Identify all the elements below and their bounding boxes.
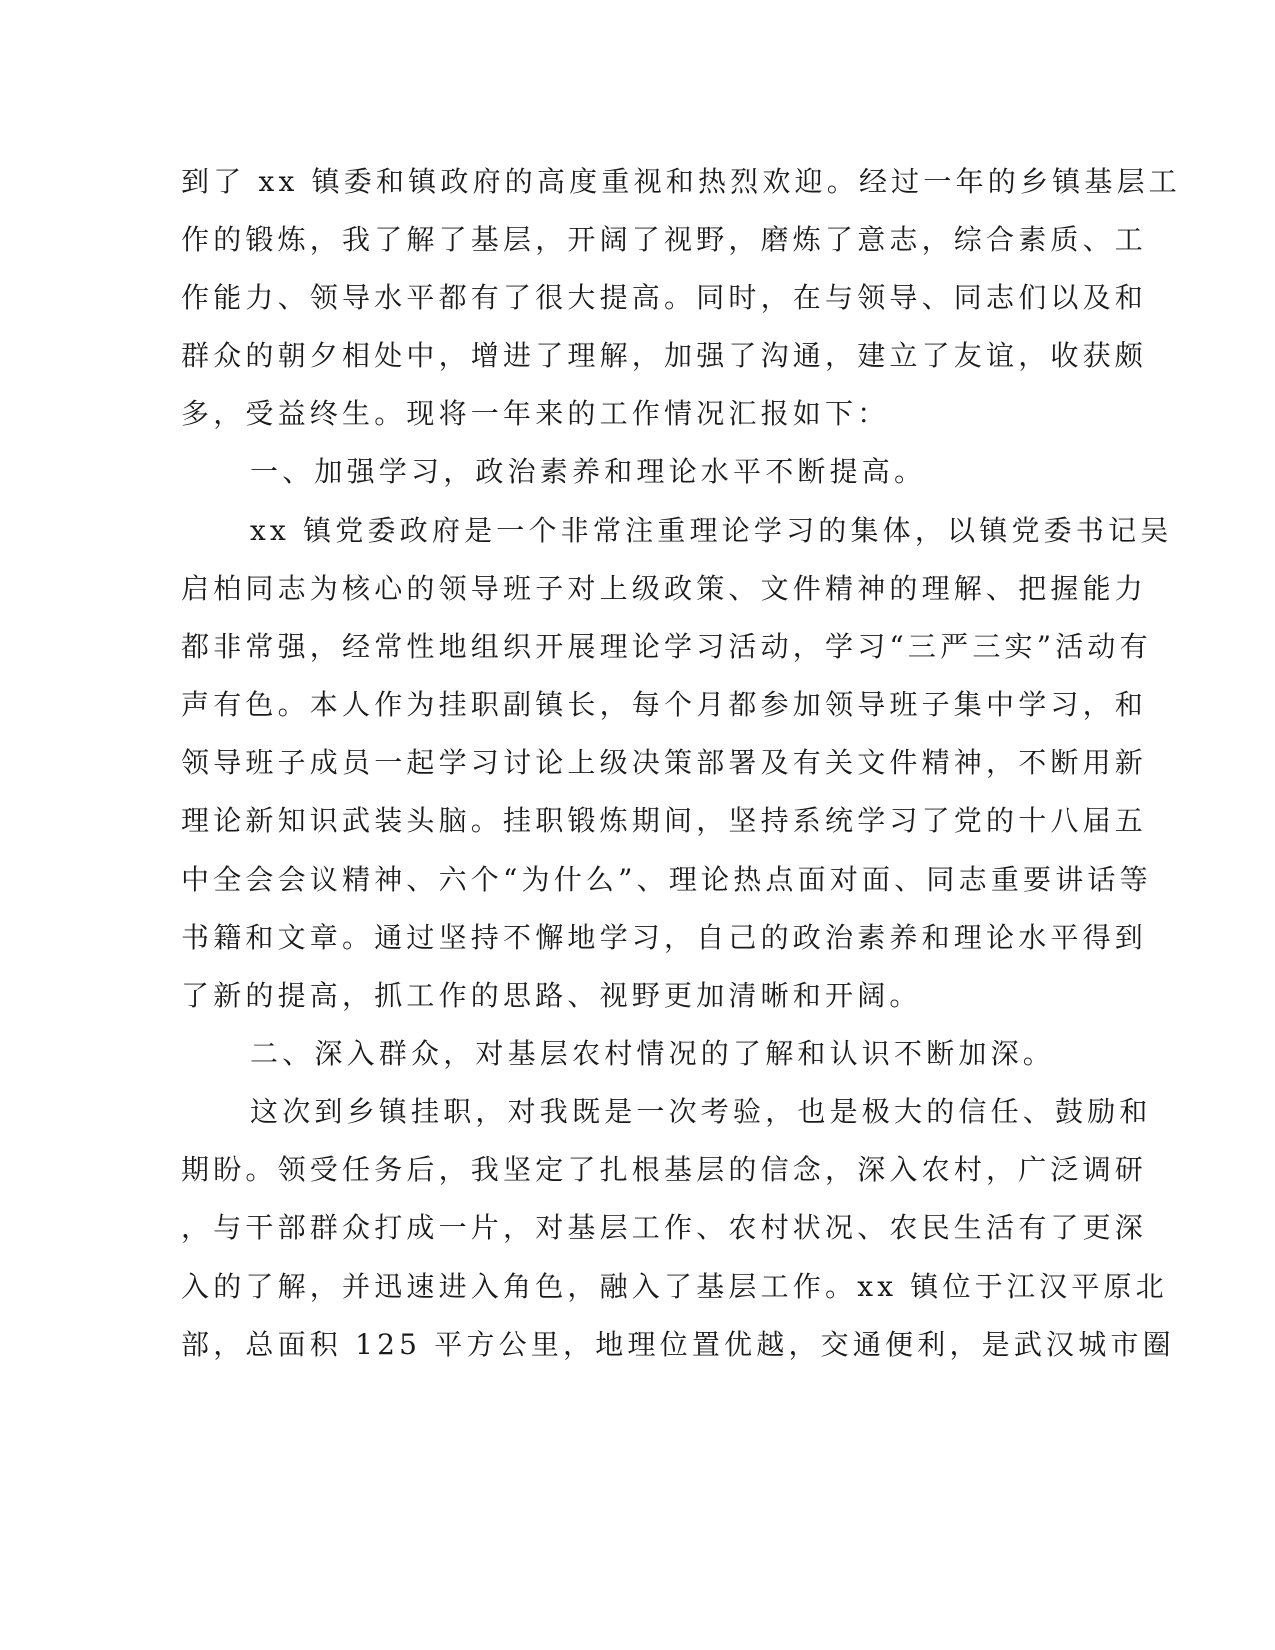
paragraph-line: 到了 xx 镇委和镇政府的高度重视和热烈欢迎。经过一年的乡镇基层工 — [181, 165, 1181, 198]
paragraph-line: 期盼。领受任务后，我坚定了扎根基层的信念，深入农村，广泛调研 — [181, 1153, 1148, 1186]
paragraph-line: ，与干部群众打成一片，对基层工作、农村状况、农民生活有了更深 — [181, 1211, 1148, 1244]
paragraph-line: 入的了解，并迅速进入角色，融入了基层工作。xx 镇位于江汉平原北 — [181, 1270, 1168, 1303]
paragraph-line: 多，受益终生。现将一年来的工作情况汇报如下： — [181, 397, 890, 430]
paragraph-line: 都非常强，经常性地组织开展理论学习活动，学习“三严三实”活动有 — [181, 630, 1152, 663]
paragraph-line: 声有色。本人作为挂职副镇长，每个月都参加领导班子集中学习，和 — [181, 688, 1148, 721]
paragraph-line: 书籍和文章。通过坚持不懈地学习，自己的政治素养和理论水平得到 — [181, 921, 1148, 954]
paragraph-line: 理论新知识武装头脑。挂职锻炼期间，坚持系统学习了党的十八届五 — [181, 804, 1148, 837]
section-heading: 二、深入群众，对基层农村情况的了解和认识不断加深。 — [250, 1037, 1056, 1070]
paragraph-line: xx 镇党委政府是一个非常注重理论学习的集体，以镇党委书记吴 — [250, 514, 1173, 547]
paragraph-line: 群众的朝夕相处中，增进了理解，加强了沟通，建立了友谊，收获颇 — [181, 339, 1148, 372]
section-heading: 一、加强学习，政治素养和理论水平不断提高。 — [250, 455, 927, 488]
paragraph-line: 作的锻炼，我了解了基层，开阔了视野，磨炼了意志，综合素质、工 — [181, 223, 1148, 256]
paragraph-line: 启柏同志为核心的领导班子对上级政策、文件精神的理解、把握能力 — [181, 572, 1148, 605]
paragraph-line: 作能力、领导水平都有了很大提高。同时，在与领导、同志们以及和 — [181, 281, 1148, 314]
paragraph-line: 部，总面积 125 平方公里，地理位置优越，交通便利，是武汉城市圈 — [181, 1328, 1175, 1361]
paragraph-line: 了新的提高，抓工作的思路、视野更加清晰和开阔。 — [181, 979, 922, 1012]
paragraph-line: 中全会会议精神、六个“为什么”、理论热点面对面、同志重要讲话等 — [181, 863, 1152, 896]
paragraph-line: 这次到乡镇挂职，对我既是一次考验，也是极大的信任、鼓励和 — [250, 1095, 1152, 1128]
paragraph-line: 领导班子成员一起学习讨论上级决策部署及有关文件精神，不断用新 — [181, 746, 1148, 779]
